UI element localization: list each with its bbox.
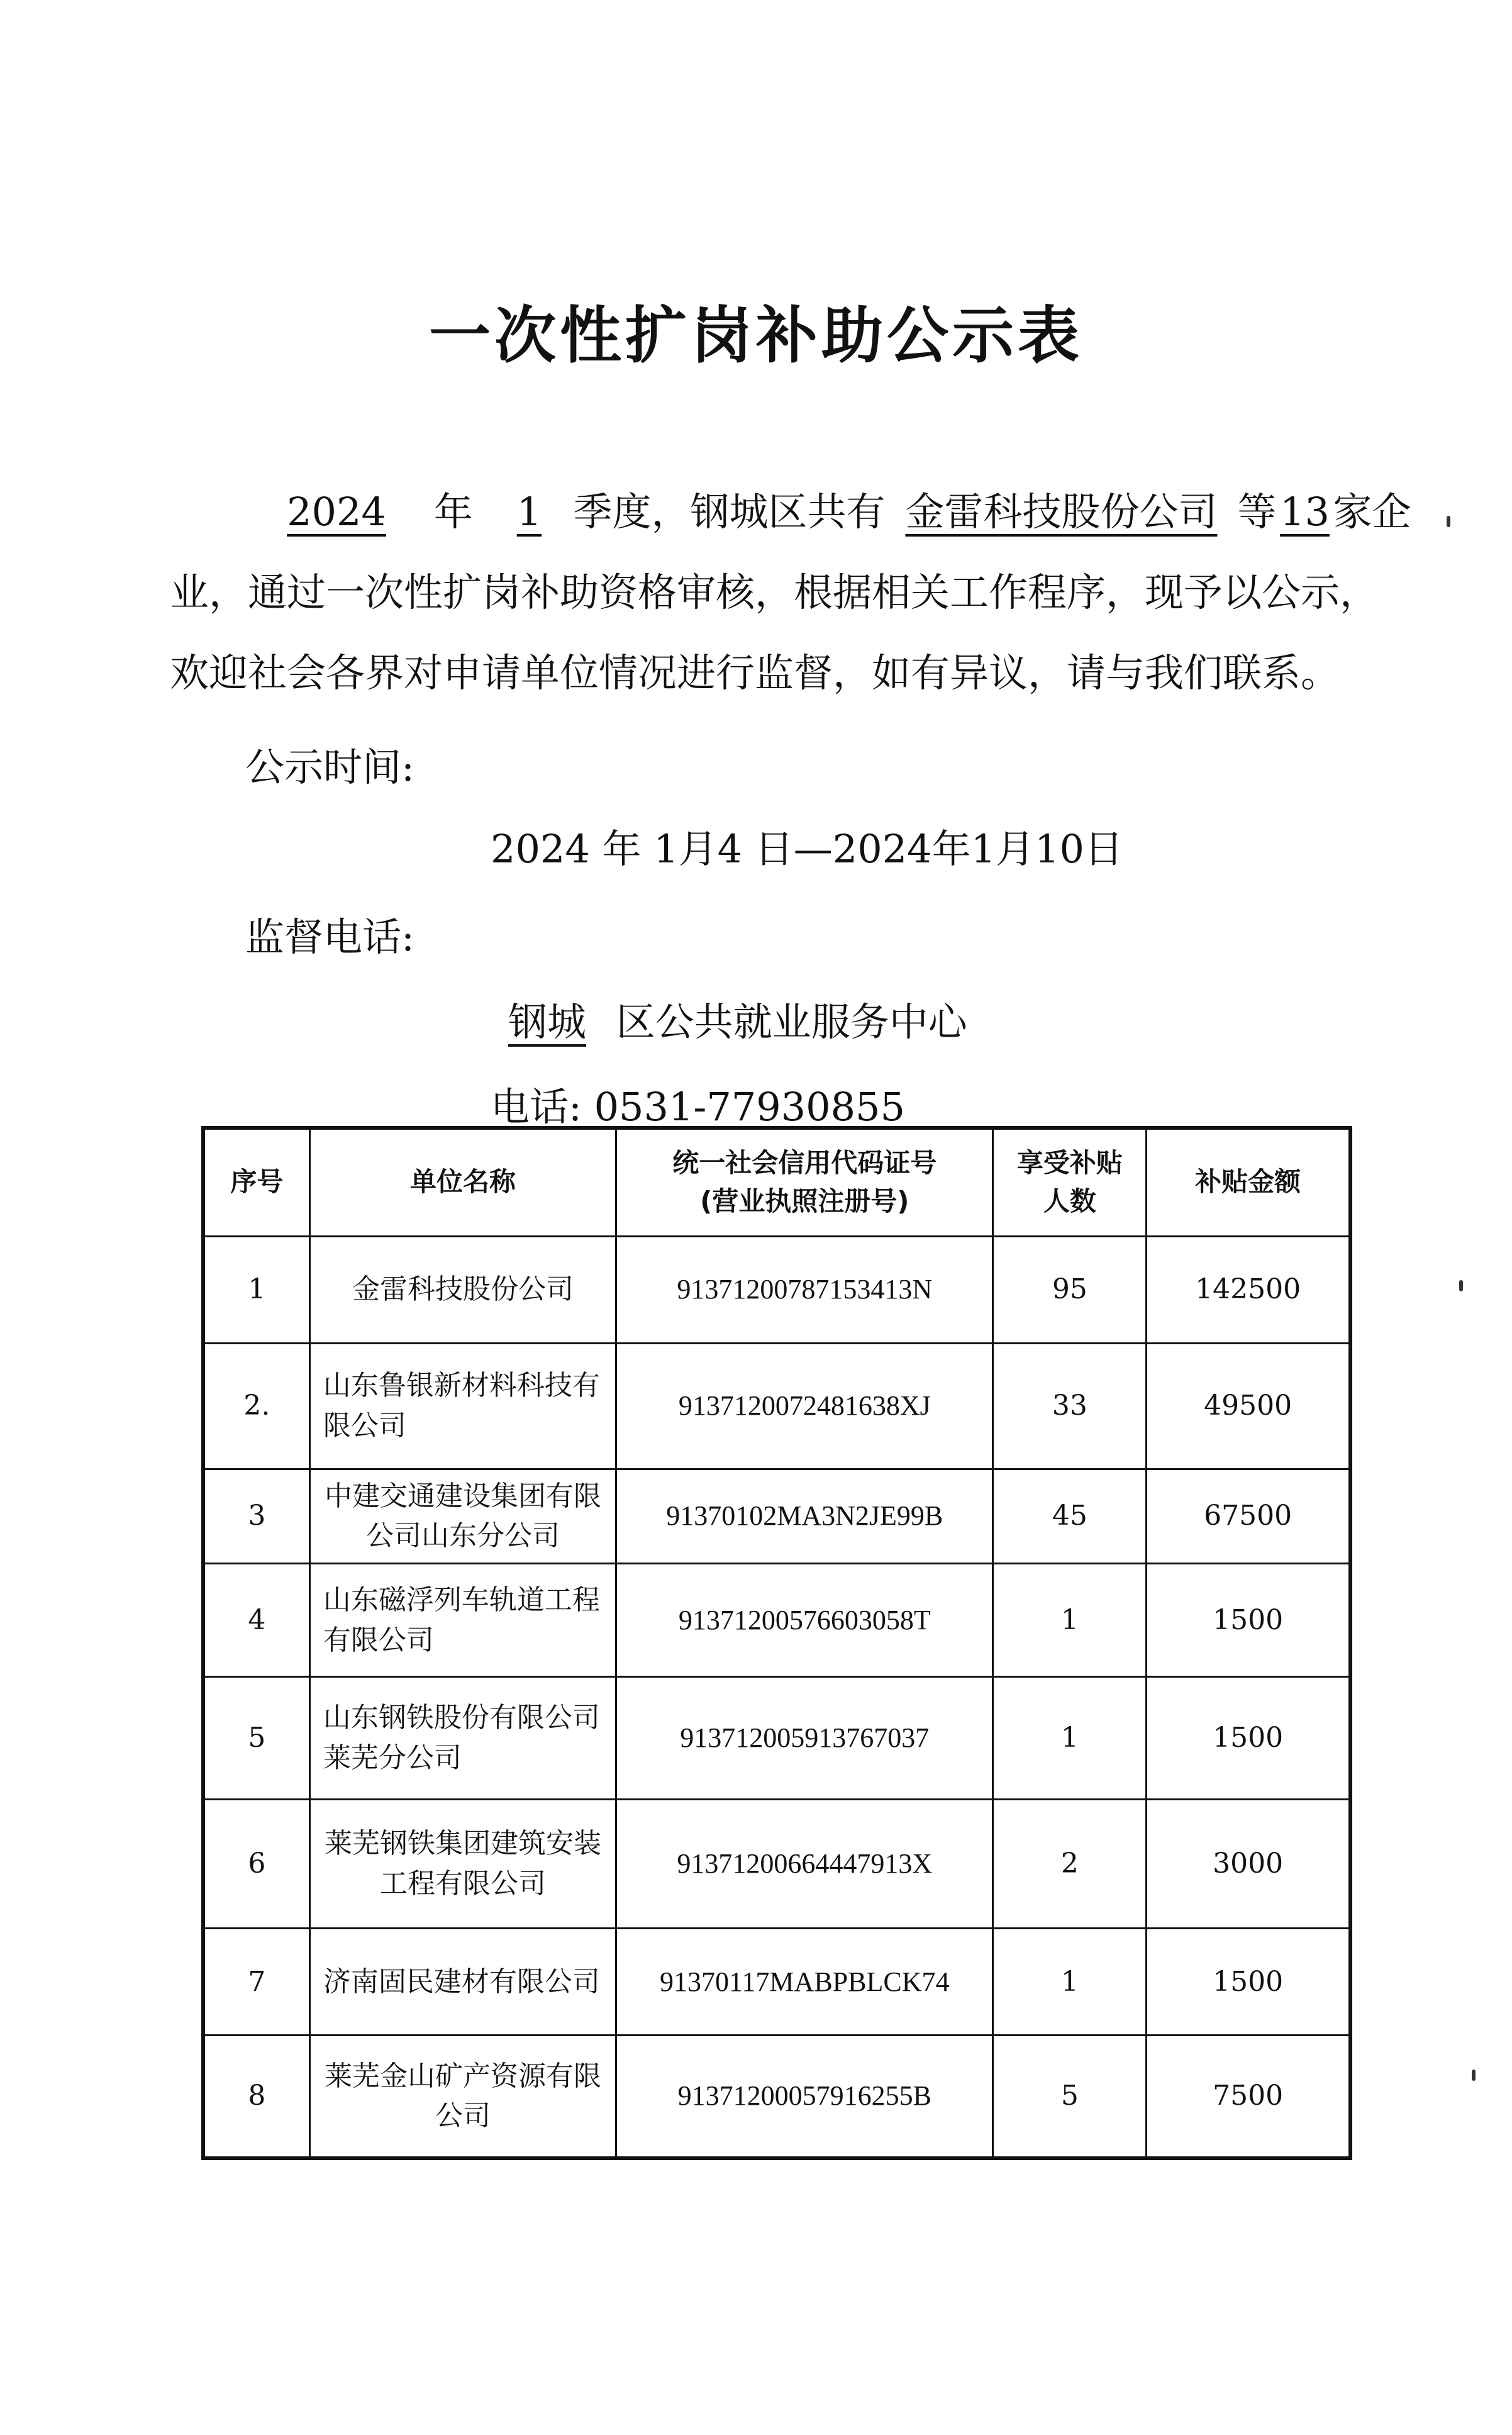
page-title: 一次性扩岗补助公示表	[428, 300, 1083, 372]
cell-amount: 1500	[1147, 1564, 1350, 1677]
cell-people: 95	[993, 1236, 1147, 1343]
phone-line	[491, 1076, 905, 1132]
header-code-line2: (营业执照注册号)	[700, 1185, 909, 1217]
phone-label: 电话:	[491, 1084, 582, 1130]
header-seq: 序号	[203, 1128, 309, 1236]
cell-amount: 1500	[1147, 1677, 1350, 1800]
cell-people: 45	[993, 1469, 1147, 1564]
cell-code: 913712005913767037	[616, 1677, 993, 1800]
cell-name: 金雷科技股份公司	[309, 1236, 616, 1343]
service-center-org: 钢城	[508, 999, 586, 1045]
cell-seq: 2.	[203, 1343, 309, 1469]
header-code	[616, 1128, 993, 1236]
cell-code: 91370117MABPBLCK74	[616, 1929, 993, 2036]
cell-code: 91371200787153413N	[616, 1236, 993, 1343]
intro-line-1	[170, 472, 1411, 552]
intro-paragraph	[170, 472, 1411, 713]
supervision-phone-label: 监督电话:	[245, 914, 414, 960]
cell-name: 莱芜金山矿产资源有限公司	[309, 2036, 616, 2158]
intro-count-suffix: 家企	[1333, 489, 1411, 535]
publicity-time-label: 公示时间:	[245, 744, 414, 790]
cell-seq: 3	[203, 1469, 309, 1564]
header-amount: 补贴金额	[1147, 1128, 1350, 1236]
cell-name: 山东磁浮列车轨道工程有限公司	[309, 1564, 616, 1677]
cell-amount: 142500	[1147, 1236, 1350, 1343]
cell-amount: 49500	[1147, 1343, 1350, 1469]
intro-count: 13	[1280, 489, 1330, 535]
margin-speck	[1472, 2070, 1476, 2081]
cell-code: 91370102MA3N2JE99B	[616, 1469, 993, 1564]
subsidy-table	[201, 1126, 1352, 2160]
cell-name: 济南固民建材有限公司	[309, 1929, 616, 2036]
table-row	[203, 1677, 1350, 1800]
publicity-time-range: 2024 年 1月4 日—2024年1月10日	[491, 826, 1123, 872]
cell-seq: 7	[203, 1929, 309, 2036]
cell-amount: 1500	[1147, 1929, 1350, 2036]
cell-amount: 7500	[1147, 2036, 1350, 2158]
intro-lead-company: 金雷科技股份公司	[905, 489, 1218, 535]
service-center	[491, 991, 967, 1047]
intro-line-2: 业，通过一次性扩岗补助资格审核，根据相关工作程序，现予以公示，	[170, 569, 1379, 615]
intro-quarter-suffix: 季度，钢城区共有	[573, 489, 886, 535]
cell-people: 1	[993, 1929, 1147, 2036]
header-people	[993, 1128, 1147, 1236]
service-center-rest: 区公共就业服务中心	[616, 999, 967, 1045]
table-row	[203, 1564, 1350, 1677]
cell-people: 5	[993, 2036, 1147, 2158]
phone-number: 0531-77930855	[594, 1084, 905, 1130]
cell-seq: 5	[203, 1677, 309, 1800]
intro-quarter: 1	[516, 489, 542, 535]
cell-people: 1	[993, 1564, 1147, 1677]
cell-name: 山东鲁银新材料科技有限公司	[309, 1343, 616, 1469]
cell-amount: 3000	[1147, 1800, 1350, 1929]
table-row	[203, 2036, 1350, 2158]
cell-seq: 8	[203, 2036, 309, 2158]
intro-year: 2024	[287, 489, 386, 535]
header-people-line2: 人数	[1043, 1185, 1096, 1217]
cell-amount: 67500	[1147, 1469, 1350, 1564]
cell-name: 山东钢铁股份有限公司莱芜分公司	[309, 1677, 616, 1800]
cell-people: 1	[993, 1677, 1147, 1800]
cell-seq: 6	[203, 1800, 309, 1929]
header-code-line1: 统一社会信用代码证号	[672, 1147, 937, 1178]
intro-year-suffix: 年	[433, 489, 473, 535]
cell-code: 91371200576603058T	[616, 1564, 993, 1677]
cell-people: 2	[993, 1800, 1147, 1929]
cell-code: 91371200057916255B	[616, 2036, 993, 2158]
cell-name: 中建交通建设集团有限公司山东分公司	[309, 1469, 616, 1564]
table-row	[203, 1236, 1350, 1343]
intro-line-3: 欢迎社会各界对申请单位情况进行监督，如有异议，请与我们联系。	[170, 650, 1340, 696]
cell-seq: 1	[203, 1236, 309, 1343]
cell-code: 9137120072481638XJ	[616, 1343, 993, 1469]
cell-seq: 4	[203, 1564, 309, 1677]
cell-name: 莱芜钢铁集团建筑安装工程有限公司	[309, 1800, 616, 1929]
header-unit: 单位名称	[309, 1128, 616, 1236]
header-people-line1: 享受补贴	[1016, 1147, 1123, 1178]
cell-people: 33	[993, 1343, 1147, 1469]
margin-speck	[1447, 516, 1450, 527]
table-row	[203, 1469, 1350, 1564]
cell-code: 91371200664447913X	[616, 1800, 993, 1929]
table-row	[203, 1929, 1350, 2036]
margin-speck	[1459, 1280, 1463, 1291]
intro-count-prefix: 等	[1237, 489, 1277, 535]
table-header-row	[203, 1128, 1350, 1236]
table-row	[203, 1800, 1350, 1929]
table-row	[203, 1343, 1350, 1469]
